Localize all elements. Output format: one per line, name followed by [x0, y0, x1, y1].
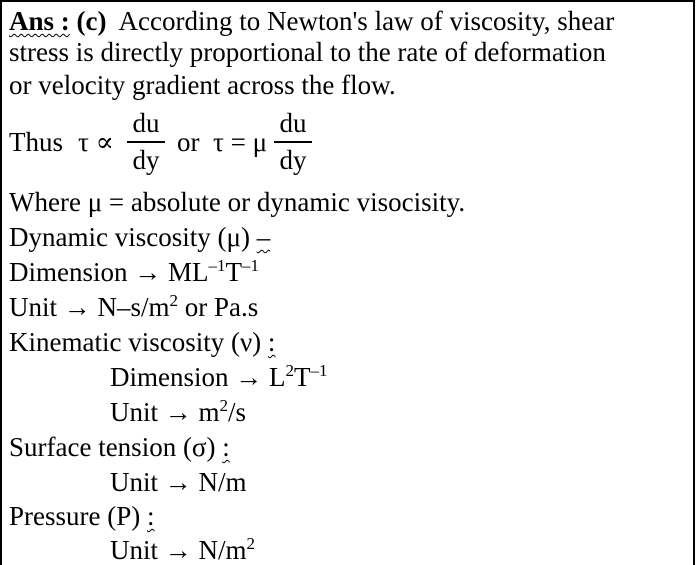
kinematic-unit-label: Unit → [110, 397, 192, 427]
answer-line-2: stress is directly proportional to the rate of deformation [9, 37, 606, 67]
dynamic-heading-suffix: – [256, 222, 271, 252]
answer-line-3: or velocity gradient across the flow. [9, 70, 396, 100]
dynamic-unit-exp: 2 [169, 291, 179, 310]
answer-label: Ans : [9, 6, 70, 36]
dynamic-dimension-value: ML [168, 257, 209, 287]
where-line: Where μ = absolute or dynamic visocisity. [9, 187, 466, 217]
answer-text-1: According to Newton's law of viscosity, shear [118, 6, 615, 36]
dynamic-heading-text: Dynamic viscosity (μ) [9, 222, 250, 252]
kinematic-heading-suffix: : [267, 327, 276, 357]
kinematic-heading [9, 329, 275, 356]
fraction-denominator: dy [279, 145, 307, 175]
kinematic-dimension-value: L [269, 362, 286, 392]
formula-thus: Thus [9, 127, 63, 157]
pressure-heading [9, 503, 155, 530]
surface-heading [9, 434, 230, 461]
surface-unit-value: N/m [198, 467, 247, 497]
dynamic-dimension-t: T [225, 257, 242, 287]
answer-option: (c) [76, 6, 107, 36]
pressure-heading-suffix: : [146, 501, 155, 531]
formula-or: or [177, 127, 200, 157]
dynamic-heading [9, 224, 270, 251]
dynamic-unit [9, 291, 259, 322]
kinematic-dimension-exp2: –1 [310, 361, 328, 380]
formula-tau-prop: τ ∝ [78, 127, 114, 157]
pressure-unit-value: N/m [198, 535, 247, 565]
dynamic-dimension-exp1: –1 [208, 256, 226, 275]
pressure-unit [110, 534, 256, 565]
kinematic-unit [110, 396, 247, 427]
dynamic-unit-label: Unit → [9, 292, 91, 322]
kinematic-dimension-exp1: 2 [285, 361, 294, 380]
surface-unit [110, 469, 247, 496]
answer-line-1 [9, 8, 614, 35]
surface-heading-text: Surface tension (σ) [9, 432, 216, 462]
dynamic-dimension [9, 256, 259, 287]
dynamic-dimension-label: Dimension → [9, 257, 162, 287]
pressure-unit-label: Unit → [110, 535, 192, 565]
dynamic-unit-value: N–s/m [97, 292, 170, 322]
fraction-denominator: dy [132, 145, 160, 175]
formula-tau-eq: τ = μ [213, 127, 268, 157]
fraction-du-dy-2 [274, 110, 312, 174]
pressure-unit-exp: 2 [246, 534, 256, 553]
kinematic-unit-rest: /s [228, 397, 247, 427]
dynamic-unit-rest: or Pa.s [184, 292, 259, 322]
fraction-bar [127, 141, 165, 143]
kinematic-heading-text: Kinematic viscosity (ν) [9, 327, 262, 357]
dynamic-dimension-exp2: –1 [242, 256, 259, 275]
fraction-numerator: du [279, 108, 307, 138]
pressure-heading-text: Pressure (P) [9, 501, 141, 531]
fraction-numerator: du [132, 108, 160, 138]
surface-unit-label: Unit → [110, 467, 192, 497]
kinematic-dimension-t: T [294, 362, 311, 392]
fraction-bar [274, 141, 312, 143]
fraction-du-dy-1 [127, 110, 165, 174]
surface-heading-suffix: : [222, 432, 230, 462]
kinematic-unit-exp: 2 [219, 396, 229, 415]
kinematic-unit-value: m [198, 397, 220, 427]
kinematic-dimension [110, 361, 328, 392]
kinematic-dimension-label: Dimension → [110, 362, 263, 392]
